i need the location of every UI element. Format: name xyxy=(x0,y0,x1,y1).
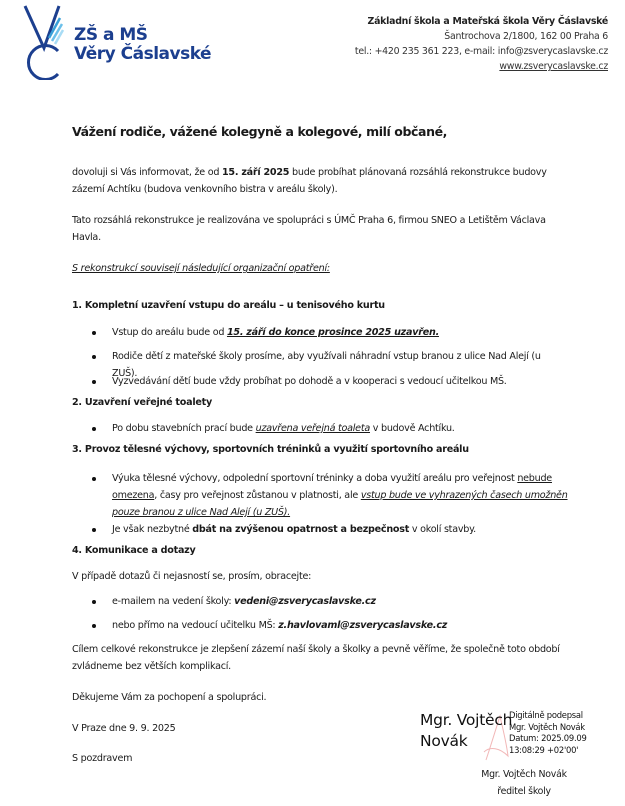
intro-paragraph: dovoluji si Vás informovat, že od 15. září 2025 bude probíhat plánovaná rozsáhlá rekonstrukce budovy zázemí Achtíku (budova venkovního bistra v areálu školy). xyxy=(72,167,547,195)
school-address: Šantrochova 2/1800, 162 00 Praha 6 xyxy=(444,31,608,42)
date-text: V Praze dne 9. 9. 2025 xyxy=(72,723,176,734)
list-item: Výuka tělesné výchovy, odpolední sportovní tréninky a doba využití areálu pro veřejnost nebude omezena, časy pro veřejnost zůstanou v platnosti, ale vstup bude ve vyhrazených časech umožněn pouze branou z ulice Nad Alejí (u ZUŠ). xyxy=(112,470,572,521)
section-1-title: 1. Kompletní uzavření vstupu do areálu – u tenisového kurtu xyxy=(72,300,385,311)
closing-paragraph: Cílem celkové rekonstrukce je zlepšení zázemí naší školy a školky a pevně věříme, že společně toto období zvládneme bez větších komplikací. xyxy=(72,644,560,672)
signatory: Mgr. Vojtěch Novák ředitel školy xyxy=(481,769,567,797)
school-logo xyxy=(22,4,74,80)
greeting: Vážení rodiče, vážené kolegyně a kolegové, milí občané, xyxy=(72,124,448,139)
digital-signature-info: Digitálně podepsal Mgr. Vojtěch Novák Datum: 2025.09.09 13:08:29 +02'00' xyxy=(509,710,587,755)
section-4-title: 4. Komunikace a dotazy xyxy=(72,545,196,556)
website-link[interactable]: www.zsverycaslavske.cz xyxy=(499,61,608,72)
digital-signature-name: Mgr. Vojtěch Novák xyxy=(420,711,513,750)
email-vedeni[interactable]: vedeni@zsverycaslavske.cz xyxy=(234,596,376,607)
logo-text xyxy=(74,26,211,64)
email-ms[interactable]: z.havlovaml@zsverycaslavske.cz xyxy=(278,620,448,631)
list-item: e-mailem na vedení školy: vedeni@zsverycaslavske.cz xyxy=(112,593,562,610)
school-contact: tel.: +420 235 361 223, e-mail: info@zsverycaslavske.cz xyxy=(354,46,608,57)
list-item: nebo přímo na vedoucí učitelku MŠ: z.havlovaml@zsverycaslavske.cz xyxy=(112,617,562,634)
logo-line2: Věry Čáslavské xyxy=(74,44,212,64)
logo-line1: ZŠ a MŠ xyxy=(74,25,148,45)
cooperation-paragraph: Tato rozsáhlá rekonstrukce je realizována ve spolupráci s ÚMČ Praha 6, firmou SNEO a Letištěm Václava Havla. xyxy=(72,215,546,243)
section-2-title: 2. Uzavření veřejné toalety xyxy=(72,397,212,408)
list-item: Vstup do areálu bude od 15. září do konce prosince 2025 uzavřen. xyxy=(112,324,562,341)
list-item: Je však nezbytné dbát na zvýšenou opatrnost a bezpečnost v okolí stavby. xyxy=(112,521,562,538)
thanks-text: Děkujeme Vám za pochopení a spolupráci. xyxy=(72,692,267,703)
measures-intro: S rekonstrukcí souvisejí následující organizační opatření: xyxy=(72,263,330,274)
contact-intro: V případě dotazů či nejasností se, prosím, obracejte: xyxy=(72,571,312,582)
list-item: Rodiče dětí z mateřské školy prosíme, aby využívali náhradní vstup branou z ulice Nad Alejí (u ZUŠ). xyxy=(112,348,562,382)
school-name: Základní škola a Mateřská škola Věry Čáslavské xyxy=(367,16,608,27)
list-item: Po dobu stavebních prací bude uzavřena veřejná toaleta v budově Achtíku. xyxy=(112,420,562,437)
letterhead xyxy=(355,14,608,74)
regards-text: S pozdravem xyxy=(72,753,133,764)
section-3-title: 3. Provoz tělesné výchovy, sportovních tréninků a využití sportovního areálu xyxy=(72,444,469,455)
list-item: Vyzvedávání dětí bude vždy probíhat po dohodě a v kooperaci s vedoucí učitelkou MŠ. xyxy=(112,373,562,390)
